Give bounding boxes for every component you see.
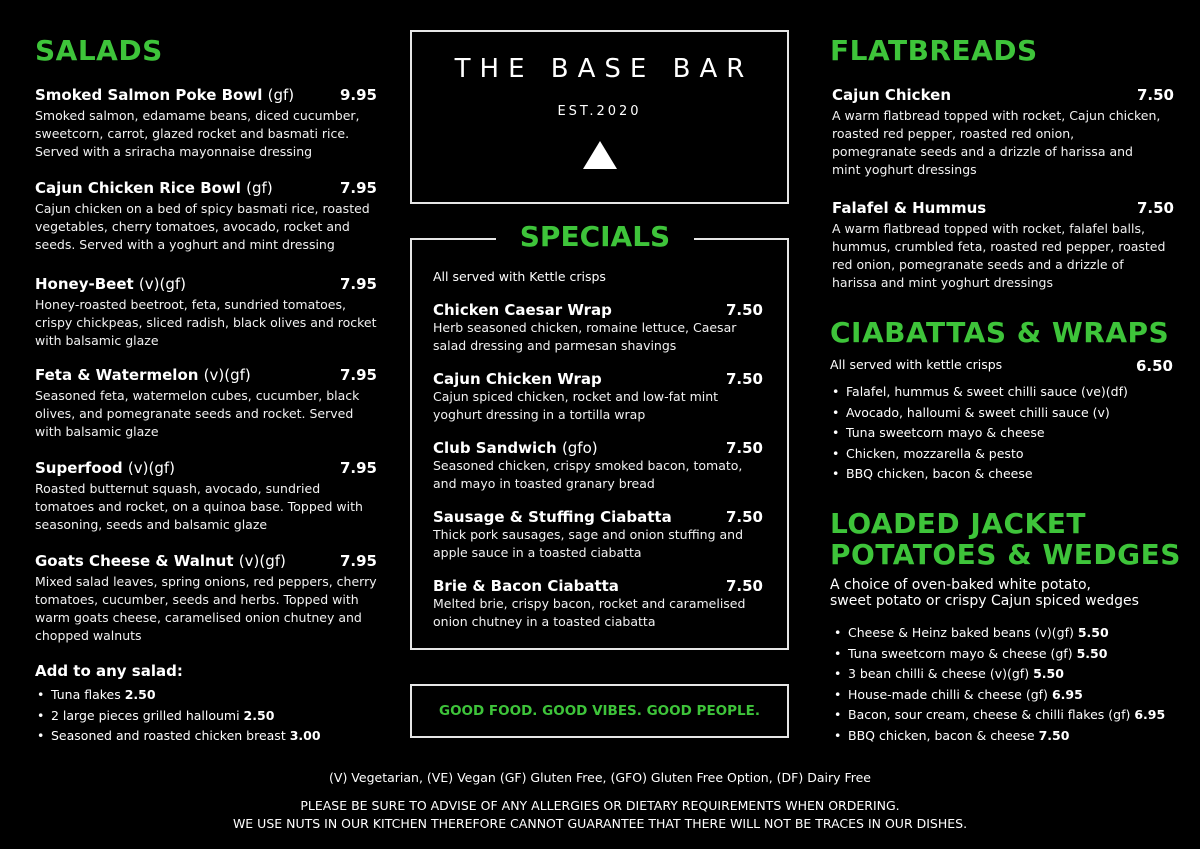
flatbreads-heading: FLATBREADS — [830, 34, 1038, 67]
item-tag: (v)(gf) — [238, 552, 286, 570]
item-description: Melted brie, crispy bacon, rocket and caramelised onion chutney in a toasted ciabatta — [433, 596, 746, 629]
ciabattas-note: All served with kettle crisps — [830, 357, 1003, 372]
ciabattas-price: 6.50 — [1135, 357, 1173, 375]
item-price: 7.50 — [725, 439, 763, 457]
item-name: Goats Cheese & Walnut — [35, 552, 234, 570]
item-name: Cajun Chicken Wrap — [433, 370, 602, 388]
item-price: 7.95 — [339, 366, 377, 384]
item-name: Smoked Salmon Poke Bowl — [35, 86, 263, 104]
item-name: Cajun Chicken — [832, 86, 951, 104]
item-description: A warm flatbread topped with rocket, falafel balls, hummus, crumbled feta, roasted red pepper, roasted red onion, pomegranate seeds and a drizzle of harissa and mint yoghurt dressings — [832, 221, 1166, 290]
item-name: Honey-Beet — [35, 275, 134, 293]
list-item: • Tuna sweetcorn mayo & cheese (gf) 5.50 — [832, 644, 1177, 665]
item-price: 7.50 — [725, 370, 763, 388]
brand-established: EST.2020 — [557, 104, 642, 119]
item-price: 7.95 — [339, 179, 377, 197]
item-price: 7.50 — [1136, 199, 1174, 217]
item-description: Cajun chicken on a bed of spicy basmati rice, roasted vegetables, cherry tomatoes, avocado, rocket and seeds. Served with a yoghurt and mint dressing — [35, 201, 370, 252]
salad-item-3 — [35, 275, 377, 350]
triangle-logo-icon — [583, 141, 617, 169]
item-price: 9.95 — [339, 86, 377, 104]
item-tag: (v)(gf) — [138, 275, 186, 293]
salads-heading: SALADS — [35, 34, 163, 67]
item-name: Feta & Watermelon — [35, 366, 199, 384]
item-tag: (gf) — [246, 179, 273, 197]
special-item-2 — [433, 370, 763, 424]
list-item: • Cheese & Heinz baked beans (v)(gf) 5.50 — [832, 623, 1177, 644]
list-item: • BBQ chicken, bacon & cheese 7.50 — [832, 726, 1177, 747]
list-item: • Tuna sweetcorn mayo & cheese — [830, 423, 1175, 444]
item-price: 7.50 — [725, 577, 763, 595]
list-item: • Tuna flakes 2.50 — [35, 685, 385, 706]
special-item-5 — [433, 577, 763, 631]
jackets-intro: A choice of oven-baked white potato, sweet potato or crispy Cajun spiced wedges — [830, 577, 1139, 609]
item-price: 7.95 — [339, 459, 377, 477]
specials-note: All served with Kettle crisps — [433, 269, 606, 284]
item-description: A warm flatbread topped with rocket, Cajun chicken, roasted red pepper, roasted red onion, pomegranate seeds and a drizzle of harissa and mint yoghurt dressings — [832, 108, 1161, 177]
list-item: • Avocado, halloumi & sweet chilli sauce (v) — [830, 403, 1175, 424]
list-item: • 3 bean chilli & cheese (v)(gf) 5.50 — [832, 664, 1177, 685]
flatbread-item-2 — [832, 199, 1174, 292]
salad-item-1 — [35, 86, 377, 161]
salad-item-6 — [35, 552, 377, 645]
ciabattas-heading: CIABATTAS & WRAPS — [830, 316, 1170, 349]
item-description: Mixed salad leaves, spring onions, red peppers, cherry tomatoes, cucumber, seeds and herbs. Topped with warm goats cheese, caramelised onion chutney and chopped walnuts — [35, 574, 377, 643]
item-description: Roasted butternut squash, avocado, sundried tomatoes and rocket, on a quinoa base. Topped with seasoning, seeds and balsamic glaze — [35, 481, 363, 532]
item-description: Cajun spiced chicken, rocket and low-fat mint yoghurt dressing in a tortilla wrap — [433, 389, 719, 422]
special-item-1 — [433, 301, 763, 355]
addons-heading: Add to any salad: — [35, 662, 183, 680]
item-name: Brie & Bacon Ciabatta — [433, 577, 619, 595]
item-name: Sausage & Stuffing Ciabatta — [433, 508, 672, 526]
item-price: 7.95 — [339, 552, 377, 570]
item-tag: (v)(gf) — [127, 459, 175, 477]
flatbread-item-1 — [832, 86, 1174, 179]
special-item-3 — [433, 439, 763, 493]
list-item: • Falafel, hummus & sweet chilli sauce (ve)(df) — [830, 382, 1175, 403]
list-item: • BBQ chicken, bacon & cheese — [830, 464, 1175, 485]
jackets-heading-line2: POTATOES & WEDGES — [830, 537, 1181, 571]
salad-item-5 — [35, 459, 377, 534]
brand-name: THE BASE BAR — [454, 54, 754, 84]
slogan-box — [410, 684, 789, 738]
jackets-list — [832, 623, 1177, 746]
item-description: Seasoned chicken, crispy smoked bacon, tomato, and mayo in toasted granary bread — [433, 458, 743, 491]
item-description: Seasoned feta, watermelon cubes, cucumber, black olives, and pomegranate seeds and rocket. Served with balsamic glaze — [35, 388, 360, 439]
item-tag: (v)(gf) — [203, 366, 251, 384]
item-description: Smoked salmon, edamame beans, diced cucumber, sweetcorn, carrot, glazed rocket and basmati rice. Served with a sriracha mayonnaise dressing — [35, 108, 360, 159]
dietary-legend: (V) Vegetarian, (VE) Vegan (GF) Gluten Free, (GFO) Gluten Free Option, (DF) Dairy Free — [329, 770, 871, 785]
item-price: 7.95 — [339, 275, 377, 293]
specials-heading: SPECIALS — [496, 220, 694, 258]
item-price: 7.50 — [725, 508, 763, 526]
allergy-warning-1: PLEASE BE SURE TO ADVISE OF ANY ALLERGIES OR DIETARY REQUIREMENTS WHEN ORDERING. — [300, 798, 900, 813]
salad-item-2 — [35, 179, 377, 254]
specials-box — [410, 238, 789, 650]
item-price: 7.50 — [1136, 86, 1174, 104]
slogan-text: GOOD FOOD. GOOD VIBES. GOOD PEOPLE. — [438, 703, 760, 719]
list-item: • 2 large pieces grilled halloumi 2.50 — [35, 706, 385, 727]
ciabattas-list — [830, 382, 1175, 485]
item-description: Thick pork sausages, sage and onion stuffing and apple sauce in a toasted ciabatta — [433, 527, 744, 560]
salad-item-4 — [35, 366, 377, 441]
item-name: Cajun Chicken Rice Bowl — [35, 179, 241, 197]
addons-list — [35, 685, 385, 747]
list-item: • Bacon, sour cream, cheese & chilli flakes (gf) 6.95 — [832, 705, 1177, 726]
item-name: Superfood — [35, 459, 123, 477]
jackets-heading — [830, 509, 1181, 571]
item-tag: (gfo) — [561, 439, 598, 457]
item-price: 7.50 — [725, 301, 763, 319]
list-item: • House-made chilli & cheese (gf) 6.95 — [832, 685, 1177, 706]
brand-box — [410, 30, 789, 204]
list-item: • Chicken, mozzarella & pesto — [830, 444, 1175, 465]
special-item-4 — [433, 508, 763, 562]
item-name: Club Sandwich — [433, 439, 557, 457]
item-description: Honey-roasted beetroot, feta, sundried tomatoes, crispy chickpeas, sliced radish, black olives and rocket with balsamic glaze — [35, 297, 377, 348]
item-name: Chicken Caesar Wrap — [433, 301, 612, 319]
list-item: • Seasoned and roasted chicken breast 3.00 — [35, 726, 385, 747]
jackets-heading-line1: LOADED JACKET — [830, 507, 1086, 540]
item-name: Falafel & Hummus — [832, 199, 987, 217]
item-tag: (gf) — [267, 86, 295, 104]
allergy-warning-2: WE USE NUTS IN OUR KITCHEN THEREFORE CANNOT GUARANTEE THAT THERE WILL NOT BE TRACES IN OUR DISHES. — [232, 816, 968, 831]
item-description: Herb seasoned chicken, romaine lettuce, Caesar salad dressing and parmesan shavings — [433, 320, 737, 353]
